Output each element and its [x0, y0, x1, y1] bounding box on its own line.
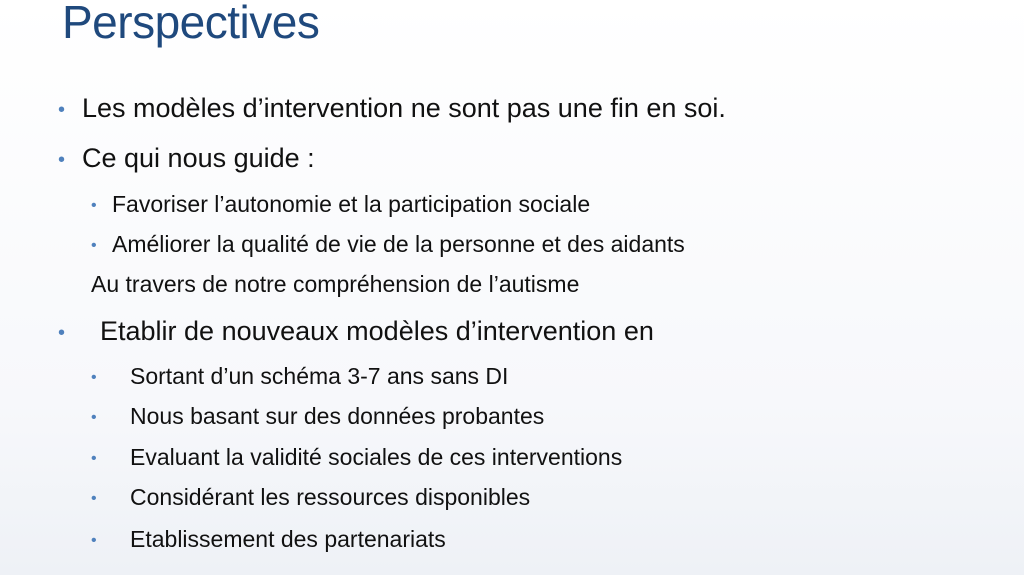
bullet-dot-icon: •: [91, 237, 97, 254]
bullet-text: Sortant d’un schéma 3-7 ans sans DI: [130, 363, 509, 389]
bullet-dot-icon: •: [91, 532, 97, 549]
bullet-text: Améliorer la qualité de vie de la personne et des aidants: [112, 231, 685, 257]
bullet-text: Au travers de notre compréhension de l’autisme: [91, 271, 580, 297]
bullet-dot-icon: •: [58, 99, 66, 121]
bullet-text: Nous basant sur des données probantes: [130, 403, 545, 429]
bullet-dot-icon: •: [91, 409, 97, 426]
bullet-dot-icon: •: [91, 197, 97, 214]
bullet-text: Ce qui nous guide :: [82, 143, 315, 173]
bullet-dot-icon: •: [91, 490, 97, 507]
bullet-dot-icon: •: [58, 149, 66, 171]
slide-title: Perspectives: [62, 0, 320, 48]
bullet-dot-icon: •: [91, 450, 97, 467]
bullet-dot-icon: •: [91, 369, 97, 386]
bullet-text: Favoriser l’autonomie et la participation sociale: [112, 191, 591, 217]
bullet-text: Etablissement des partenariats: [130, 526, 446, 552]
bullet-dot-icon: •: [58, 322, 66, 344]
bullet-text: Etablir de nouveaux modèles d’intervention en: [100, 316, 654, 346]
bullet-text: Les modèles d’intervention ne sont pas une fin en soi.: [82, 93, 726, 123]
bullet-text: Considérant les ressources disponibles: [130, 484, 531, 510]
bullet-text: Evaluant la validité sociales de ces interventions: [130, 444, 623, 470]
